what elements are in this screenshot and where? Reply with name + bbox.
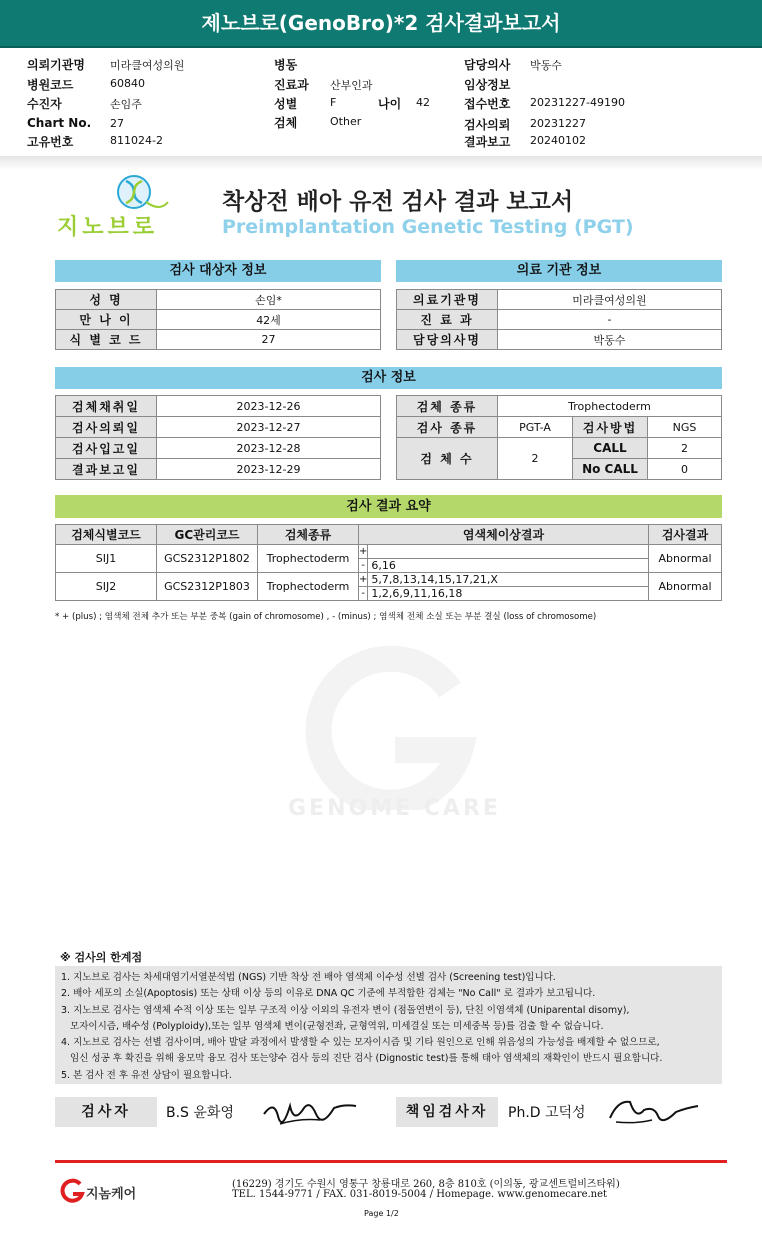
header-label-unique-no: 고유번호 [27,135,74,149]
footer-contact: TEL. 1544-9771 / FAX. 031-8019-5004 / Homepage. www.genomecare.net [232,1189,608,1200]
genomecare-logo-icon [60,1178,86,1204]
chief-tester-name: Ph.D 고덕성 [508,1105,586,1121]
header-label-specimen: 검체 [274,116,298,130]
header-value-institution: 미라클여성의원 [110,59,185,72]
subject-info-title: 검사 대상자 정보 [55,260,381,282]
row2-gc: GCS2312P1803 [157,573,258,601]
summary-header-abnormality: 염색체이상결과 [359,525,649,545]
header-label-sex: 성별 [274,97,298,111]
header-value-sex: F [330,96,337,109]
limitation-line: 5. 본 검사 전 후 유전 상담이 필요합니다. [61,1069,232,1081]
row2-type: Trophectoderm [258,573,359,601]
header-info [0,54,762,154]
chief-signature-icon [606,1092,702,1128]
request-date-value: 2023-12-27 [157,417,381,438]
row2-plus: 5,7,8,13,14,15,17,21,X [368,573,649,587]
row1-id: SIJ1 [56,545,157,573]
call-value: 2 [648,438,722,459]
summary-header-result: 검사결과 [649,525,722,545]
row1-type: Trophectoderm [258,545,359,573]
genome-care-watermark-icon [300,640,480,810]
call-label: CALL [573,438,648,459]
header-value-hospital-code: 60840 [110,77,145,90]
header-label-hospital-code: 병원코드 [27,78,74,92]
footer-red-line [55,1160,727,1163]
subject-id-value: 27 [157,330,381,350]
header-divider [0,156,762,170]
limitation-line: 임신 성공 후 확진을 위해 융모막 융모 검사 또는양수 검사 등의 진단 검사 (Dignostic test)를 통해 태아 염색체의 재확인이 반드시 필요합니다. [61,1053,663,1065]
page-number: Page 1/2 [364,1209,399,1218]
test-type-label: 검사 종류 [397,417,498,438]
collection-date-value: 2023-12-26 [157,396,381,417]
header-value-department: 산부인과 [330,79,373,92]
summary-header-id: 검체식별코드 [56,525,157,545]
limitation-line: 2. 배아 세포의 소실(Apoptosis) 또는 상태 이상 등의 이유로 DNA QC 기준에 부적합한 검체는 "No Call" 로 결과가 보고됩니다. [61,988,596,1000]
test-dates-table [55,395,381,480]
genobro-logo [55,172,185,238]
table-row [56,545,722,559]
method-value: NGS [648,417,722,438]
limitations-box [55,966,722,1084]
header-value-receipt-no: 20231227-49190 [530,96,625,109]
row2-id: SIJ2 [56,573,157,601]
institution-info-table [396,289,722,350]
row2-plus-sign: + [359,574,368,585]
institution-info-title: 의료 기관 정보 [396,260,722,282]
row2-minus: 1,2,6,9,11,16,18 [368,587,649,601]
header-label-request-date: 검사의뢰 [464,118,511,132]
summary-header-gc: GC관리코드 [157,525,258,545]
subject-name-value: 손임* [157,290,381,310]
header-label-institution: 의뢰기관명 [27,58,85,72]
institution-name-value: 미라클여성의원 [498,290,722,310]
header-value-report-date: 20240102 [530,134,586,147]
subject-info-table [55,289,381,350]
header-value-doctor: 박동수 [530,59,562,72]
subject-id-label: 식 별 코 드 [56,330,157,350]
limitations-title: ※ 검사의 한계점 [60,951,143,964]
logo-text: 지노브로 [57,215,159,240]
nocall-value: 0 [648,459,722,480]
subject-age-value: 42세 [157,310,381,330]
receipt-date-value: 2023-12-28 [157,438,381,459]
row1-minus: 6,16 [368,559,649,573]
limitation-line: 1. 지노브로 검사는 차세대염기서열분석법 (NGS) 기반 착상 전 배아 염색체 이수성 선별 검사 (Screening test)입니다. [61,972,556,983]
header-label-report-date: 결과보고 [464,135,511,149]
summary-title: 검사 결과 요약 [55,495,722,518]
header-label-chart-no: Chart No. [27,116,92,130]
subject-name-label: 성 명 [56,290,157,310]
specimen-type-value: Trophectoderm [498,396,722,417]
institution-doctor-label: 담당의사명 [397,330,498,350]
header-value-request-date: 20231227 [530,117,586,130]
row1-result: Abnormal [649,545,722,573]
report-top-title: 제노브로(GenoBro)*2 검사결과보고서 [0,0,762,48]
row1-minus-sign: - [359,559,368,573]
summary-header-type: 검체종류 [258,525,359,545]
header-value-unique-no: 811024-2 [110,134,163,147]
table-row [56,573,722,587]
row2-result: Abnormal [649,573,722,601]
test-specimen-table [396,395,722,480]
summary-footnote: * + (plus) ; 염색체 전체 추가 또는 부분 중복 (gain of chromosome) , - (minus) ; 염색체 전체 소실 또는 부분 결실 (loss of chromosome) [55,612,597,622]
collection-date-label: 검체채취일 [56,396,157,417]
limitation-line: 모자이시즘, 배수성 (Polyploidy),또는 일부 염색체 변이(균형전좌, 균형역위, 미세결실 또는 미세중복 등)를 검출 할 수 없습니다. [61,1020,604,1032]
header-label-ward: 병동 [274,58,298,72]
institution-doctor-value: 박동수 [498,330,722,350]
header-value-chart-no: 27 [110,117,124,130]
header-label-patient: 수진자 [27,97,62,111]
limitation-line: 3. 지노브로 검사는 염색체 수적 이상 또는 일부 구조적 이상 이외의 유전자 변이 (점돌연변이 등), 단친 이염색체 (Uniparental disomy), [61,1004,630,1016]
header-label-department: 진료과 [274,78,309,92]
header-label-age: 나이 [378,97,402,111]
summary-table [55,524,722,601]
header-label-receipt-no: 접수번호 [464,97,511,111]
specimen-count-value: 2 [498,438,573,480]
test-info-title: 검사 정보 [55,367,722,389]
tester-name: B.S 윤화영 [166,1105,234,1121]
subject-age-label: 만 나 이 [56,310,157,330]
institution-name-label: 의료기관명 [397,290,498,310]
institution-dept-label: 진 료 과 [397,310,498,330]
header-value-patient: 손임주 [110,98,142,111]
nocall-label: No CALL [573,459,648,480]
report-date-label: 결과보고일 [56,459,157,480]
tester-label: 검사자 [55,1097,157,1127]
row1-plus-sign: + [359,546,368,557]
test-type-value: PGT-A [498,417,573,438]
header-label-clinical-info: 임상정보 [464,78,511,92]
limitation-line: 4. 지노브로 검사는 선별 검사이며, 배아 발달 과정에서 발생할 수 있는 모자이시즘 및 기타 원인으로 인해 위음성의 가능성을 배제할 수 없으므로, [61,1037,660,1049]
row1-gc: GCS2312P1802 [157,545,258,573]
request-date-label: 검사의뢰일 [56,417,157,438]
specimen-type-label: 검체 종류 [397,396,498,417]
footer-company: 지놈케어 [86,1187,137,1202]
header-label-doctor: 담당의사 [464,58,511,72]
receipt-date-label: 검사입고일 [56,438,157,459]
tester-signature-icon [260,1094,360,1130]
method-label: 검사방법 [573,417,648,438]
report-title-en: Preimplantation Genetic Testing (PGT) [222,216,634,238]
chief-tester-label: 책임검사자 [396,1097,498,1127]
row2-minus-sign: - [359,587,368,601]
report-title-kr: 착상전 배아 유전 검사 결과 보고서 [222,189,574,215]
watermark-text: GENOME CARE [288,796,501,821]
header-value-age: 42 [416,96,430,109]
header-value-specimen: Other [330,115,362,128]
institution-dept-value: - [498,310,722,330]
specimen-count-label: 검 체 수 [397,438,498,480]
row1-plus [368,545,649,559]
footer-address: (16229) 경기도 수원시 영통구 창룡대로 260, 8층 810호 (이의동, 광교센트럴비즈타워) [232,1179,620,1190]
report-date-value: 2023-12-29 [157,459,381,480]
